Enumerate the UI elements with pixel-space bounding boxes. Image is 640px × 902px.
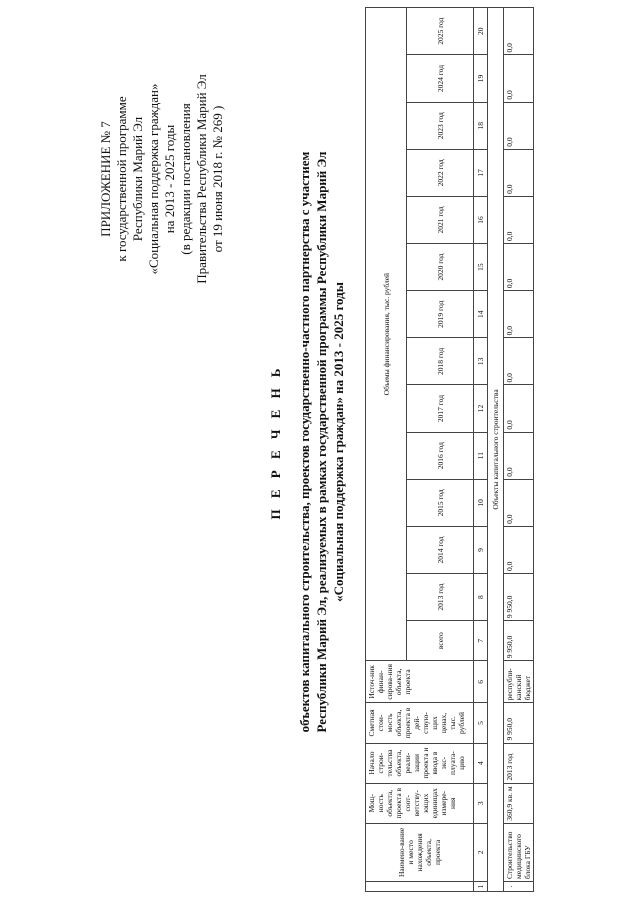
- row-year-value: 0,0: [504, 479, 534, 526]
- table-row: [504, 8, 534, 892]
- header-row: [366, 8, 407, 892]
- header-year: 2018 год: [407, 338, 474, 385]
- header-year: 2013 год: [407, 574, 474, 621]
- appendix-line: Правительства Республики Марий Эл: [194, 74, 209, 284]
- row-cost: 9 950,0: [504, 703, 534, 743]
- appendix-line: «Социальная поддержка граждан»: [146, 83, 161, 275]
- row-year-value: 0,0: [504, 244, 534, 291]
- column-number: 18: [474, 102, 488, 149]
- column-number: 11: [474, 432, 488, 479]
- document-title: [268, 132, 347, 752]
- column-number: 7: [474, 621, 488, 661]
- title-line: Республики Марий Эл, реализуемых в рамках государственной программы Республики Марий Эл: [314, 151, 329, 733]
- header-blank: [366, 881, 474, 891]
- row-number: .: [504, 881, 534, 891]
- row-start: 2013 год: [504, 743, 534, 783]
- header-year: 2014 год: [407, 526, 474, 573]
- header-start: Начало строи-тельства объекта, реали-зации проекта и ввода в экс-плуата-цию: [366, 743, 474, 783]
- section-row: [488, 8, 504, 892]
- row-total: 9 950,0: [504, 621, 534, 661]
- column-number: 9: [474, 526, 488, 573]
- column-number: 4: [474, 743, 488, 783]
- column-number: 19: [474, 55, 488, 102]
- section-label: Объекты капитального строительства: [488, 8, 504, 892]
- column-number: 1: [474, 881, 488, 891]
- row-name: Строительство медицинского блока ГБУ: [504, 823, 534, 881]
- header-year: 2015 год: [407, 479, 474, 526]
- row-year-value: 0,0: [504, 291, 534, 338]
- header-year: 2017 год: [407, 385, 474, 432]
- header-year: 2021 год: [407, 196, 474, 243]
- row-year-value: 9 950,0: [504, 574, 534, 621]
- column-number: 13: [474, 338, 488, 385]
- appendix-line: от 19 июня 2018 г. № 269 ): [210, 105, 225, 253]
- financing-table: [365, 7, 534, 892]
- row-year-value: 0,0: [504, 196, 534, 243]
- column-number: 3: [474, 783, 488, 823]
- appendix-line: (в редакции постановления: [178, 103, 193, 255]
- column-number: 2: [474, 823, 488, 881]
- column-number: 6: [474, 661, 488, 703]
- column-number: 12: [474, 385, 488, 432]
- header-source: Источ-ник финан-сирова-ния объекта, проекта: [366, 661, 474, 703]
- title-line: объектов капитального строительства, проектов государственно-частного партнерства с участием: [297, 151, 312, 733]
- row-year-value: 0,0: [504, 338, 534, 385]
- row-source: республи-канский бюджет: [504, 661, 534, 703]
- header-year: 2016 год: [407, 432, 474, 479]
- appendix-line: на 2013 - 2025 годы: [162, 124, 177, 234]
- row-year-value: 0,0: [504, 149, 534, 196]
- header-year: 2020 год: [407, 244, 474, 291]
- header-year: 2023 год: [407, 102, 474, 149]
- header-cost: Сметная стои-мость объекта, проекта в дей-ствую-щих ценах, тыс. рублей: [366, 703, 474, 743]
- title-line: «Социальная поддержка граждан» на 2013 - 2025 годы: [331, 282, 346, 602]
- column-numbers-row: [474, 8, 488, 892]
- column-number: 5: [474, 703, 488, 743]
- row-year-value: 0,0: [504, 102, 534, 149]
- appendix-line: ПРИЛОЖЕНИЕ № 7: [98, 121, 113, 237]
- header-year: 2024 год: [407, 55, 474, 102]
- header-name: Наимено-вание и место нахождения объекта, проекта: [366, 823, 474, 881]
- column-number: 16: [474, 196, 488, 243]
- column-number: 20: [474, 8, 488, 55]
- header-total: всего: [407, 621, 474, 661]
- appendix-line: к государственной программе: [114, 96, 129, 262]
- row-year-value: 0,0: [504, 8, 534, 55]
- header-funding: Объемы финансирования, тыс. рублей: [366, 8, 407, 661]
- column-number: 8: [474, 574, 488, 621]
- column-number: 17: [474, 149, 488, 196]
- row-year-value: 0,0: [504, 385, 534, 432]
- column-number: 10: [474, 479, 488, 526]
- row-year-value: 0,0: [504, 55, 534, 102]
- header-year: 2022 год: [407, 149, 474, 196]
- appendix-block: [98, 54, 226, 304]
- column-number: 14: [474, 291, 488, 338]
- appendix-line: Республики Марий Эл: [130, 116, 145, 242]
- row-capacity: 360,9 кв. м: [504, 783, 534, 823]
- column-number: 15: [474, 244, 488, 291]
- row-year-value: 0,0: [504, 526, 534, 573]
- row-year-value: 0,0: [504, 432, 534, 479]
- header-capacity: Мощ-ность объекта, проекта в соот-ветству-ющих единицах измере-ния: [366, 783, 474, 823]
- title-heading: П Е Р Е Ч Е Н Ь: [268, 364, 283, 520]
- header-year: 2025 год: [407, 8, 474, 55]
- header-year: 2019 год: [407, 291, 474, 338]
